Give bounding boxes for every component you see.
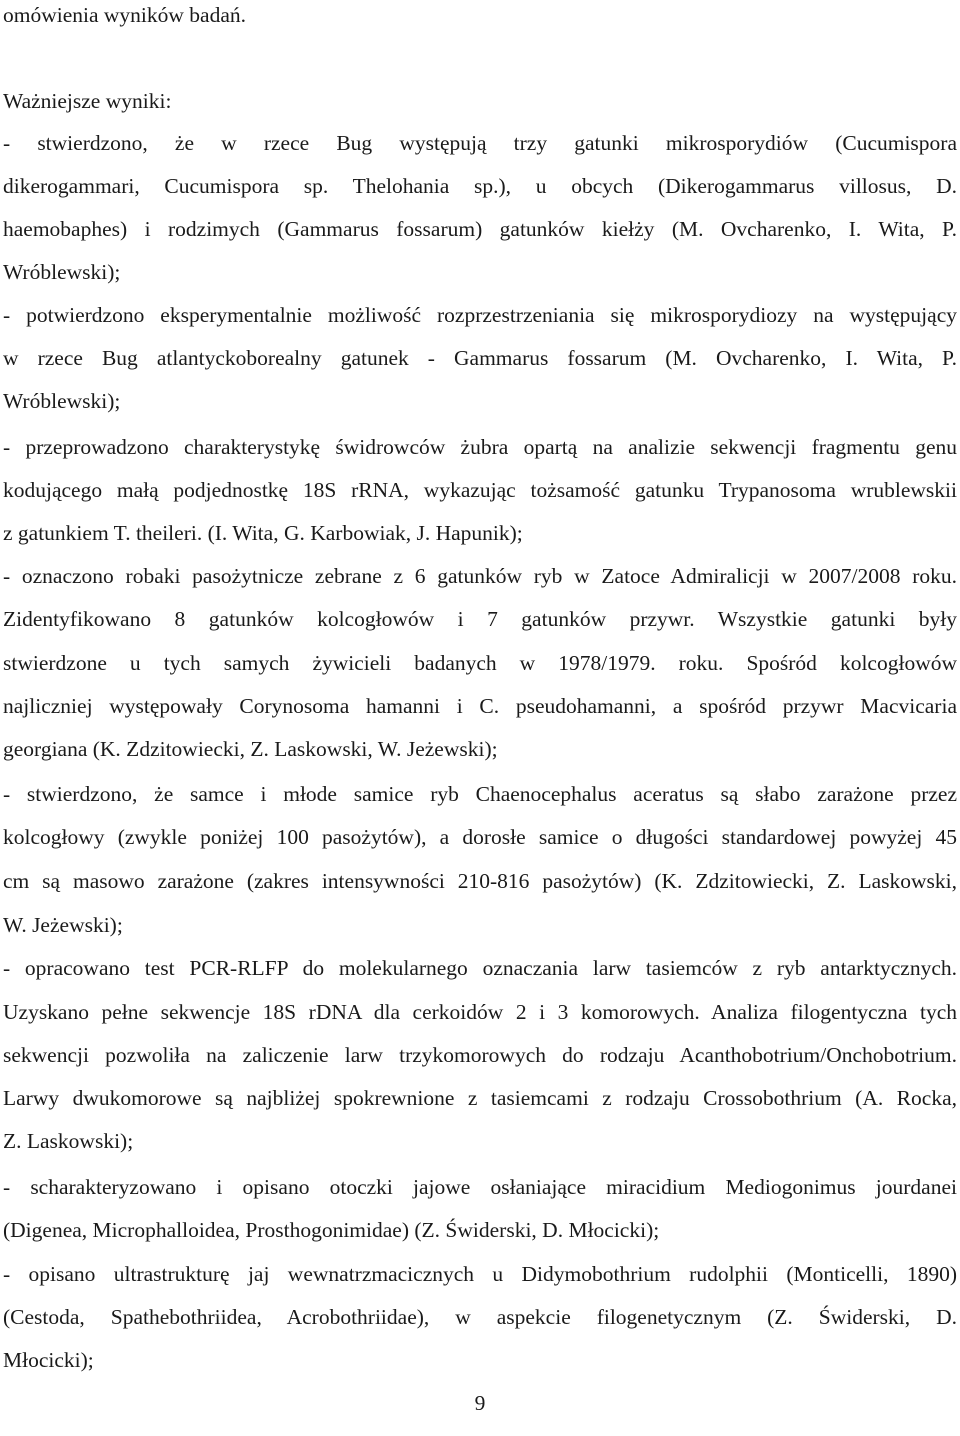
text-line: najliczniej występowały Corynosoma hamanni i C. pseudohamanni, a spośród przywr Macvicaria: [3, 694, 957, 718]
text-line: cm są masowo zarażone (zakres intensywności 210-816 pasożytów) (K. Zdzitowiecki, Z. Laskowski,: [3, 869, 957, 893]
text-line: - stwierdzono, że samce i młode samice ryb Chaenocephalus aceratus są słabo zarażone przez: [3, 782, 957, 806]
text-line: Wróblewski);: [3, 389, 121, 413]
text-line: stwierdzone u tych samych żywicieli badanych w 1978/1979. roku. Spośród kolcogłowów: [3, 651, 957, 675]
text-line: dikerogammari, Cucumispora sp. Thelohania sp.), u obcych (Dikerogammarus villosus, D.: [3, 174, 957, 198]
text-line: kolcogłowy (zwykle poniżej 100 pasożytów), a dorosłe samice o długości standardowej powyżej 45: [3, 825, 957, 849]
text-line: georgiana (K. Zdzitowiecki, Z. Laskowski, W. Jeżewski);: [3, 737, 498, 761]
text-line: sekwencji pozwoliła na zaliczenie larw trzykomorowych do rodzaju Acanthobotrium/Onchobotrium.: [3, 1043, 957, 1067]
text-line: Zidentyfikowano 8 gatunków kolcogłowów i 7 gatunków przywr. Wszystkie gatunki były: [3, 607, 957, 631]
text-line: - opisano ultrastrukturę jaj wewnatrzmacicznych u Didymobothrium rudolphii (Monticelli, 1890): [3, 1262, 957, 1286]
text-line: - stwierdzono, że w rzece Bug występują trzy gatunki mikrosporydiów (Cucumispora: [3, 131, 957, 155]
text-line: Wróblewski);: [3, 260, 121, 284]
text-line: haemobaphes) i rodzimych (Gammarus fossarum) gatunków kiełży (M. Ovcharenko, I. Wita, P.: [3, 217, 957, 241]
text-line: Larwy dwukomorowe są najbliżej spokrewnione z tasiemcami z rodzaju Crossobothrium (A. Rocka,: [3, 1086, 957, 1110]
text-line: W. Jeżewski);: [3, 913, 123, 937]
text-line: - potwierdzono eksperymentalnie możliwość rozprzestrzeniania się mikrosporydiozy na występujący: [3, 303, 957, 327]
text-line: - przeprowadzono charakterystykę świdrowców żubra opartą na analizie sekwencji fragmentu genu: [3, 435, 957, 459]
text-line: (Cestoda, Spathebothriidea, Acrobothriidae), w aspekcie filogenetycznym (Z. Świderski, D.: [3, 1305, 957, 1329]
text-line: Uzyskano pełne sekwencje 18S rDNA dla cerkoidów 2 i 3 komorowych. Analiza filogentyczna tych: [3, 1000, 957, 1024]
text-line: Z. Laskowski);: [3, 1129, 134, 1153]
text-line: z gatunkiem T. theileri. (I. Wita, G. Karbowiak, J. Hapunik);: [3, 521, 523, 545]
text-line: kodującego małą podjednostkę 18S rRNA, wykazując tożsamość gatunku Trypanosoma wrublewskii: [3, 478, 957, 502]
text-line: - opracowano test PCR-RLFP do molekularnego oznaczania larw tasiemców z ryb antarktycznych.: [3, 956, 957, 980]
text-line: Młocicki);: [3, 1348, 94, 1372]
text-line: w rzece Bug atlantyckoborealny gatunek - Gammarus fossarum (M. Ovcharenko, I. Wita, P.: [3, 346, 957, 370]
page-number: 9: [474, 1391, 486, 1415]
section-heading: Ważniejsze wyniki:: [3, 89, 172, 113]
text-line: (Digenea, Microphalloidea, Prosthogonimidae) (Z. Świderski, D. Młocicki);: [3, 1218, 660, 1242]
text-line: - scharakteryzowano i opisano otoczki jajowe osłaniające miracidium Mediogonimus jourdanei: [3, 1175, 957, 1199]
text-line: omówienia wyników badań.: [3, 3, 247, 27]
text-line: - oznaczono robaki pasożytnicze zebrane z 6 gatunków ryb w Zatoce Admiralicji w 2007/2008 roku.: [3, 564, 957, 588]
